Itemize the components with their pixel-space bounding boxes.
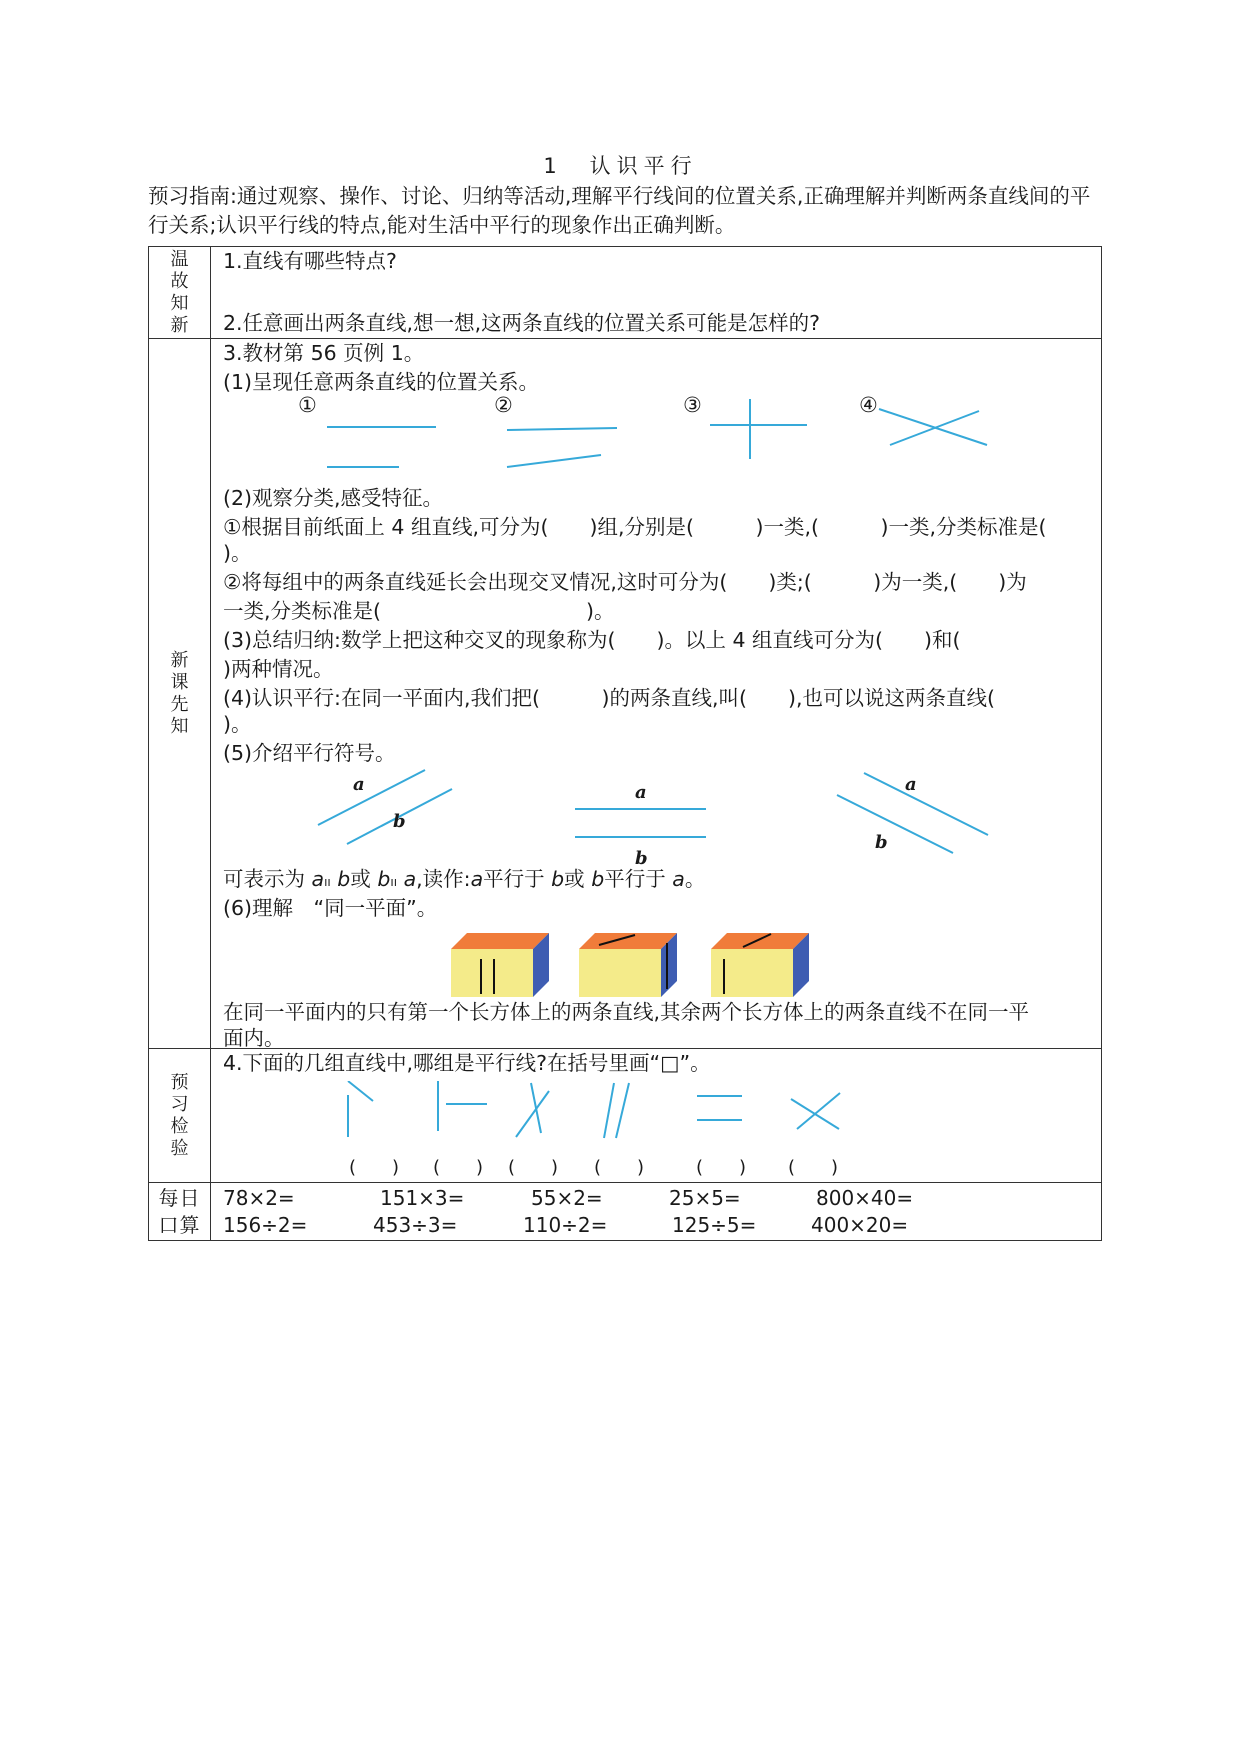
- calc-2-1: 156÷2=: [223, 1213, 308, 1237]
- worksheet-table: [148, 246, 1102, 1241]
- pair-3-label-a: a: [905, 774, 917, 795]
- step-1-heading: (1)呈现任意两条直线的位置关系。: [223, 370, 540, 394]
- notation-a-2: a: [403, 867, 417, 891]
- review-label: 温故知新: [170, 248, 189, 336]
- mental-label-cell: [149, 1183, 211, 1241]
- parallel-symbol-1: ıı: [324, 875, 331, 889]
- notation-a-3: a: [470, 867, 484, 891]
- group-2-line-a: [507, 428, 617, 430]
- review-content: [211, 247, 1102, 339]
- parallel-symbol-figure: [211, 769, 1101, 869]
- pair-3-line-b: [531, 1083, 541, 1133]
- calc-2-3: 110÷2=: [523, 1213, 608, 1237]
- answer-blank-2[interactable]: ( ): [433, 1157, 484, 1178]
- cuboid-3: [711, 933, 809, 997]
- notation-a-1: a: [311, 867, 325, 891]
- step-2-heading: (2)观察分类,感受特征。: [223, 486, 444, 510]
- step-3-line-1: (3)总结归纳:数学上把这种交叉的现象称为( )。以上 4 组直线可分为( )和(: [223, 628, 961, 652]
- pair-3-label-b: b: [875, 832, 888, 853]
- step-2-q1-line-2: )。: [223, 541, 252, 565]
- parallel-notation: 可表示为 aıı b或 bıı a,读作:a平行于 b或 b平行于 a。: [223, 867, 706, 891]
- pair-1-line-a: [348, 1081, 373, 1101]
- group-mark-1: ①: [298, 393, 317, 417]
- textbook-ref: 3.教材第 56 页例 1。: [223, 341, 425, 365]
- review-row: [149, 247, 1102, 339]
- answer-blank-5[interactable]: ( ): [696, 1157, 747, 1178]
- notation-b-2: b: [377, 867, 391, 891]
- group-mark-4: ④: [859, 393, 878, 417]
- calc-1-2: 151×3=: [380, 1186, 465, 1210]
- notation-text-1: 可表示为: [223, 867, 305, 891]
- calc-2-2: 453÷3=: [373, 1213, 458, 1237]
- line-pairs-figure: [211, 1081, 1101, 1146]
- notation-a-4: a: [672, 867, 685, 891]
- step-2-q2-line-1: ②将每组中的两条直线延长会出现交叉情况,这时可分为( )类;( )为一类,( )为: [223, 570, 1027, 594]
- new-lesson-row: [149, 339, 1102, 1049]
- new-lesson-label-cell: [149, 339, 211, 1049]
- notation-text-4: 平行于: [604, 867, 666, 891]
- notation-b-3: b: [551, 867, 565, 891]
- step-5-heading: (5)介绍平行符号。: [223, 741, 396, 765]
- notation-text-3: 平行于: [483, 867, 545, 891]
- four-line-groups-figure: [211, 399, 1101, 471]
- conclusion-line-2: 面内。: [223, 1026, 285, 1050]
- cuboids-figure: [211, 921, 1101, 1001]
- step-4-line-1: (4)认识平行:在同一平面内,我们把( )的两条直线,叫( ),也可以说这两条直线(: [223, 686, 995, 710]
- pair-1-line-a: [318, 770, 425, 825]
- conclusion-line-1: 在同一平面内的只有第一个长方体上的两条直线,其余两个长方体上的两条直线不在同一平: [223, 1000, 1030, 1024]
- group-mark-3: ③: [683, 393, 702, 417]
- answer-blank-3[interactable]: ( ): [508, 1157, 559, 1178]
- calc-2-4: 125÷5=: [672, 1213, 757, 1237]
- mental-content: [211, 1183, 1102, 1241]
- pair-3-line-a: [516, 1091, 549, 1137]
- notation-or: 或: [350, 867, 371, 891]
- check-content: [211, 1049, 1102, 1183]
- review-label-cell: [149, 247, 211, 339]
- review-question-1: 1.直线有哪些特点?: [223, 249, 397, 273]
- calc-1-5: 800×40=: [816, 1186, 914, 1210]
- cuboid-2: [579, 933, 677, 997]
- new-lesson-label: 新课先知: [170, 649, 189, 737]
- step-6-heading: (6)理解 “同一平面”。: [223, 896, 438, 920]
- pair-3-line-a: [864, 773, 988, 835]
- step-3-line-2: )两种情况。: [223, 657, 334, 681]
- pair-6-line-b: [797, 1093, 840, 1129]
- pair-4-line-b: [616, 1083, 629, 1138]
- notation-b-4: b: [591, 867, 605, 891]
- notation-or-2: 或: [564, 867, 585, 891]
- check-row: [149, 1049, 1102, 1183]
- pair-3-line-b: [837, 795, 953, 853]
- pair-2-label-b: b: [635, 848, 648, 869]
- check-question: 4.下面的几组直线中,哪组是平行线?在括号里画“□”。: [223, 1051, 711, 1075]
- step-2-q1-line-1: ①根据目前纸面上 4 组直线,可分为( )组,分别是( )一类,( )一类,分类标准是(: [223, 515, 1047, 539]
- pair-1-label-a: a: [353, 774, 365, 795]
- preview-guide: 预习指南:通过观察、操作、讨论、归纳等活动,理解平行线间的位置关系,正确理解并判断两条直线间的平行关系;认识平行线的特点,能对生活中平行的现象作出正确判断。: [148, 184, 1091, 237]
- pair-1-label-b: b: [393, 811, 406, 832]
- notation-text-2: ,读作:: [416, 867, 471, 891]
- check-label: 预习检验: [170, 1071, 189, 1159]
- step-2-q2-line-2: 一类,分类标准是( )。: [223, 599, 615, 623]
- pair-4-line-a: [604, 1083, 614, 1138]
- page-title: 1 认识平行: [543, 154, 698, 178]
- answer-blank-6[interactable]: ( ): [788, 1157, 839, 1178]
- review-question-2: 2.任意画出两条直线,想一想,这两条直线的位置关系可能是怎样的?: [223, 311, 820, 335]
- step-4-line-2: )。: [223, 712, 252, 736]
- notation-b-1: b: [337, 867, 351, 891]
- mental-math-row: [149, 1183, 1102, 1241]
- new-lesson-content: [211, 339, 1102, 1049]
- parallel-symbol-2: ıı: [390, 875, 398, 889]
- calc-1-3: 55×2=: [531, 1186, 603, 1210]
- group-2-line-b: [507, 455, 601, 467]
- check-label-cell: [149, 1049, 211, 1183]
- calc-2-5: 400×20=: [811, 1213, 909, 1237]
- calc-1-1: 78×2=: [223, 1186, 295, 1210]
- answer-blank-4[interactable]: ( ): [594, 1157, 645, 1178]
- mental-label: 每日口算: [158, 1185, 201, 1237]
- answer-blank-1[interactable]: ( ): [349, 1157, 400, 1178]
- calc-1-4: 25×5=: [669, 1186, 741, 1210]
- pair-2-label-a: a: [635, 782, 647, 803]
- cuboid-1: [451, 933, 549, 997]
- group-mark-2: ②: [494, 393, 513, 417]
